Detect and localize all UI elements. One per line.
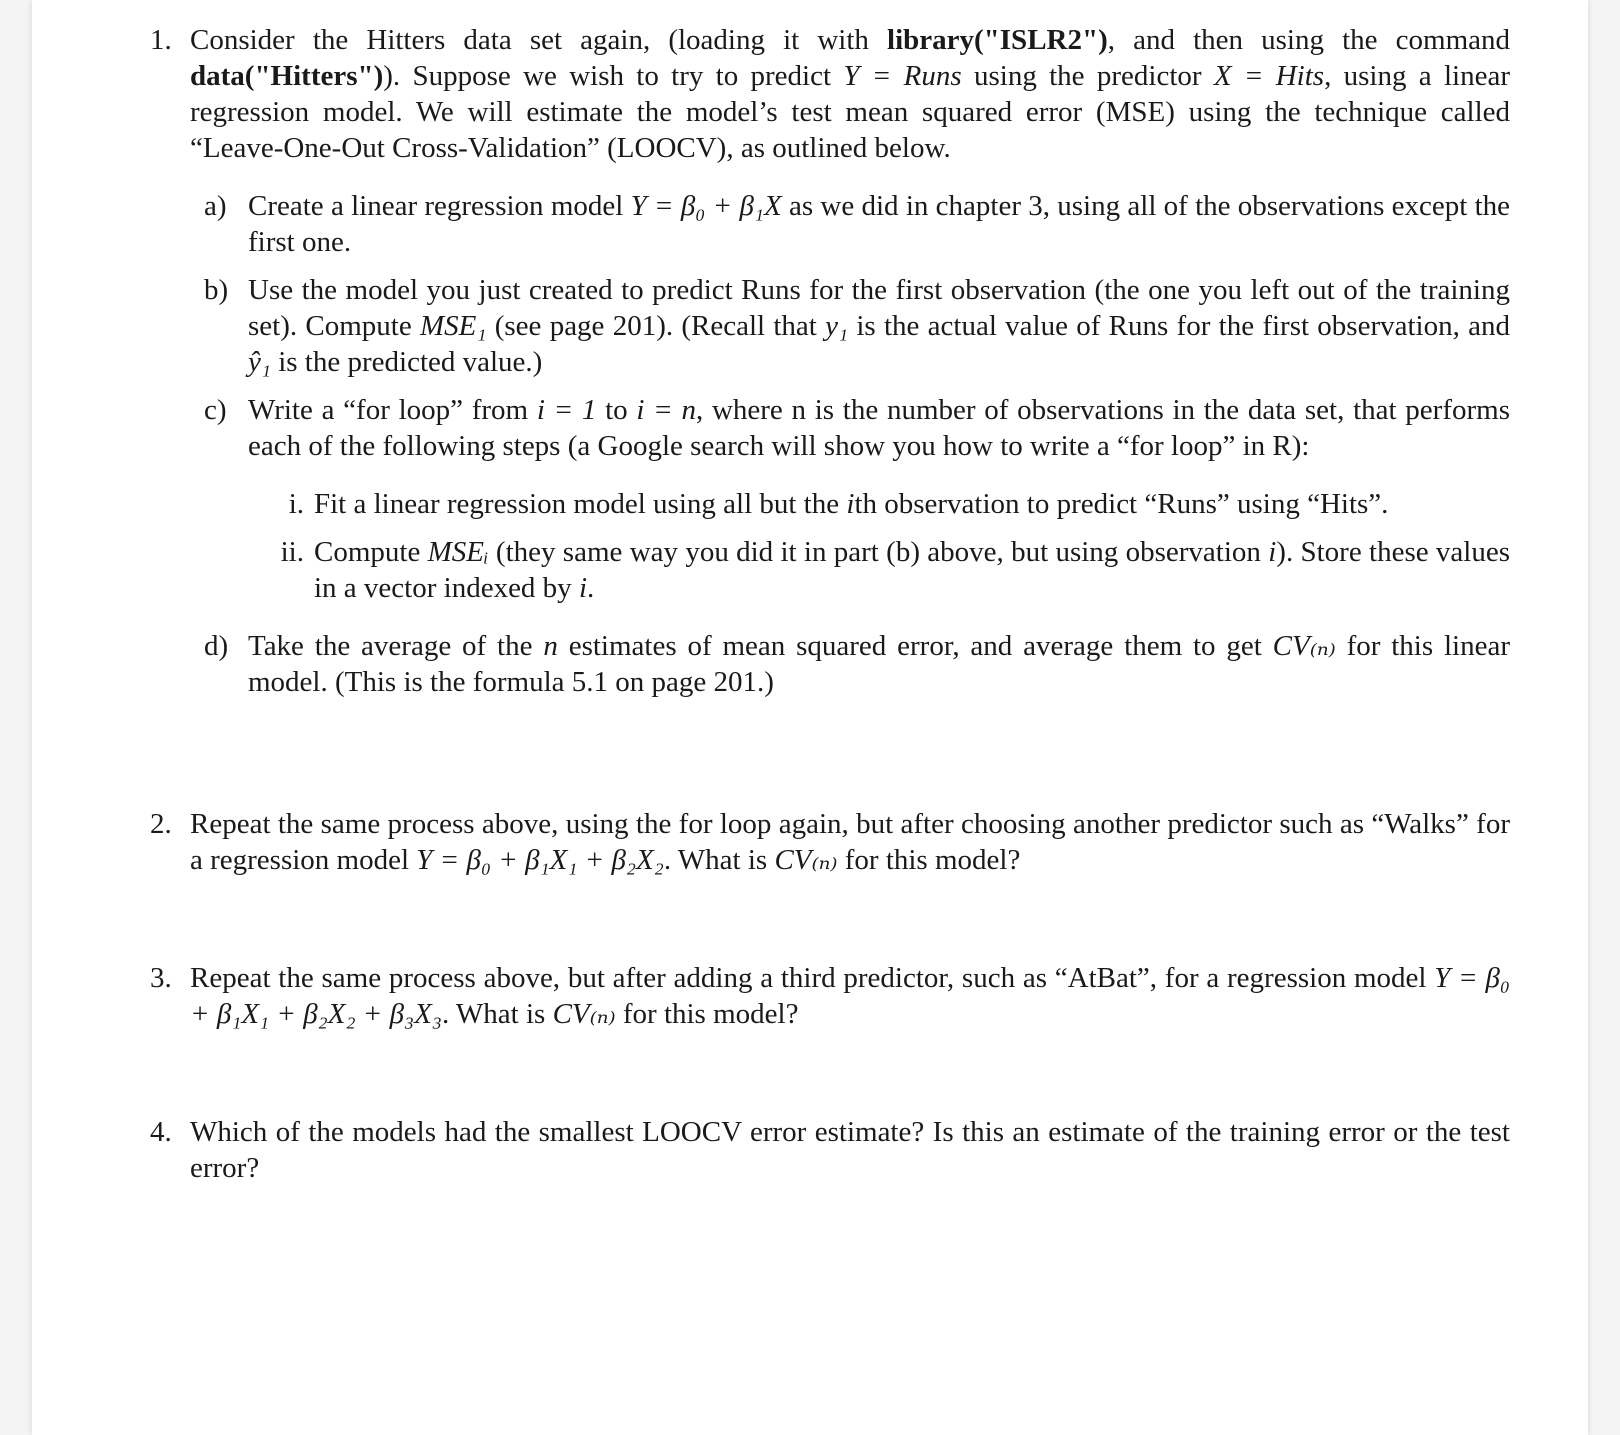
part-d-text-3: for this linear model. (This is the formula 5.1 on page 201.) <box>248 630 1510 698</box>
step-label: i. <box>288 488 304 520</box>
part-b-text <box>248 272 1510 380</box>
cv-n: CV₍ₙ₎ <box>1272 630 1336 662</box>
step-ii-text <box>314 534 1510 606</box>
question-1-text <box>190 22 1510 166</box>
n-estimates: n <box>543 630 558 662</box>
loop-start: i = 1 <box>536 394 597 426</box>
q1-text-4: using the predictor <box>961 60 1214 92</box>
part-a-text-1: Create a linear regression model <box>248 190 631 222</box>
step-ii-text-1: Compute <box>314 536 428 568</box>
step-ii-text-2: (they same way you did it in part (b) above, but using observation <box>488 536 1269 568</box>
part-c-text-3: , where n is the number of observations in the data set, that performs each of the following steps (a Google search will show you how to write a “for loop” in R): <box>248 394 1510 462</box>
mse-i: MSEᵢ <box>427 536 489 568</box>
q3-text-1: Repeat the same process above, but after adding a third predictor, such as “AtBat”, for a regression model <box>190 962 1435 994</box>
part-label: b) <box>204 274 229 306</box>
part-a-text <box>248 188 1510 260</box>
response-equation: Y = Runs <box>843 60 962 92</box>
q2-model-equation: Y = β₀ + β₁X₁ + β₂X₂ <box>416 844 664 876</box>
q1-text-5: , using a linear regression model. We will estimate the model’s test mean squared error (MSE) using the technique called “Leave-One-Out Cross-Validation” (LOOCV), as outlined below. <box>190 60 1510 164</box>
y-hat-1: ŷ₁ <box>248 346 271 378</box>
q3-text-3: for this model? <box>615 998 799 1030</box>
question-2 <box>150 806 1510 878</box>
predictor-equation: X = Hits <box>1213 60 1325 92</box>
question-number: 2. <box>150 808 172 840</box>
question-1 <box>150 22 1510 166</box>
vector-index-i: i <box>578 572 587 604</box>
part-b-text-4: is the predicted value.) <box>270 346 543 378</box>
part-label: a) <box>204 190 227 222</box>
step-i <box>270 486 1510 522</box>
q1-text-1: Consider the Hitters data set again, (loading it with <box>190 24 888 56</box>
q1-text-2: , and then using the command <box>1107 24 1511 56</box>
part-d-text-1: Take the average of the <box>248 630 544 662</box>
part-c <box>204 392 1510 464</box>
part-b-text-3: is the actual value of Runs for the first observation, and <box>848 310 1510 342</box>
q2-cv-n: CV₍ₙ₎ <box>774 844 838 876</box>
q3-model-equation: Y = β₀ + β₁X₁ + β₂X₂ + β₃X₃ <box>190 962 1510 1030</box>
q3-text-2: . What is <box>441 998 553 1030</box>
part-c-text-1: Write a “for loop” from <box>248 394 537 426</box>
part-label: c) <box>204 394 227 426</box>
part-a <box>204 188 1510 260</box>
part-label: d) <box>204 630 229 662</box>
part-d-text-2: estimates of mean squared error, and average them to get <box>557 630 1273 662</box>
document-page <box>32 0 1588 1435</box>
q2-text-1: Repeat the same process above, using the for loop again, but after choosing another predictor such as “Walks” for a regression model <box>190 808 1510 876</box>
observation-i: i <box>1268 536 1277 568</box>
part-b-text-2: (see page 201). (Recall that <box>486 310 826 342</box>
question-4-text: Which of the models had the smallest LOOCV error estimate? Is this an estimate of the training error or the test error? <box>190 1116 1510 1184</box>
step-i-text-1: Fit a linear regression model using all but the <box>314 488 847 520</box>
part-c-text <box>248 392 1510 464</box>
loop-end: i = n <box>636 394 696 426</box>
q2-text-3: for this model? <box>837 844 1021 876</box>
q2-text-2: . What is <box>663 844 775 876</box>
q3-cv-n: CV₍ₙ₎ <box>552 998 616 1030</box>
q1-text-3: ). Suppose we wish to try to predict <box>383 60 844 92</box>
question-4 <box>150 1114 1510 1186</box>
step-i-text <box>314 486 1510 522</box>
part-b-text-1: Use the model you just created to predict Runs for the first observation (the one you left out of the training set). Compute <box>248 274 1510 342</box>
question-number: 3. <box>150 962 172 994</box>
index-i: i <box>846 488 855 520</box>
step-ii <box>270 534 1510 606</box>
part-d-text <box>248 628 1510 700</box>
library-command: library("ISLR2") <box>887 24 1108 56</box>
y-1: y₁ <box>825 310 849 342</box>
part-a-text-2: as we did in chapter 3, using all of the observations except the first one. <box>248 190 1510 258</box>
model-equation: Y = β₀ + β₁X <box>630 190 782 222</box>
problem-set <box>150 22 1510 1186</box>
data-command: data("Hitters") <box>190 60 384 92</box>
step-ii-text-4: . <box>587 572 595 604</box>
question-number: 4. <box>150 1116 172 1148</box>
question-3-text <box>190 960 1510 1032</box>
step-ii-text-3: ). Store these values in a vector indexed by <box>314 536 1510 604</box>
part-d <box>204 628 1510 700</box>
mse-1: MSE₁ <box>420 310 487 342</box>
step-i-text-2: th observation to predict “Runs” using “Hits”. <box>854 488 1389 520</box>
step-label: ii. <box>280 536 304 568</box>
question-3 <box>150 960 1510 1032</box>
part-c-text-2: to <box>596 394 637 426</box>
part-b <box>204 272 1510 380</box>
question-number: 1. <box>150 24 172 56</box>
question-2-text <box>190 806 1510 878</box>
